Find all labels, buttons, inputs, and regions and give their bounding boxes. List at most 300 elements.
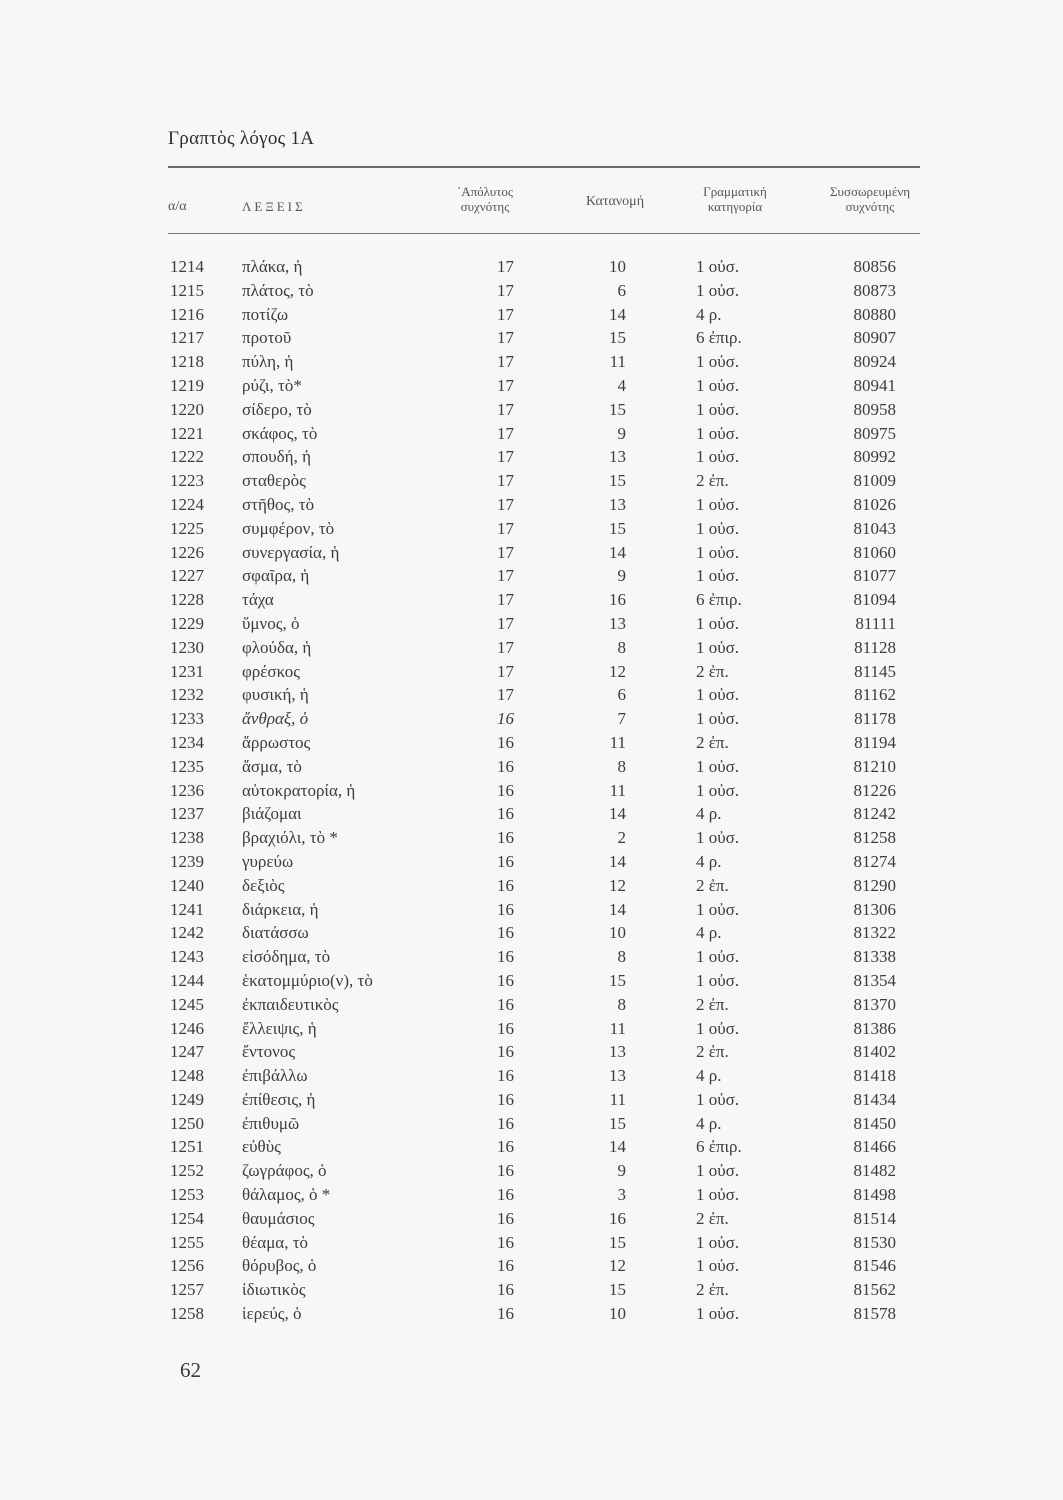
row-distribution: 15 <box>609 471 626 491</box>
row-cumulative-frequency: 81060 <box>853 542 896 562</box>
section-title: Γραπτὸς λόγος 1Α <box>168 128 315 149</box>
row-grammatical-category: 1 οὐσ. <box>696 899 740 919</box>
row-absolute-frequency: 17 <box>497 280 514 300</box>
row-number: 1232 <box>170 685 204 705</box>
row-cumulative-frequency: 80856 <box>853 257 896 276</box>
table-row <box>0 326 1063 350</box>
row-distribution: 10 <box>609 923 626 943</box>
header-top-rule <box>168 166 920 168</box>
row-number: 1224 <box>170 494 204 514</box>
row-distribution: 14 <box>609 851 626 871</box>
table-row <box>0 802 1063 826</box>
table-row <box>0 469 1063 493</box>
row-cumulative-frequency: 80958 <box>853 399 896 419</box>
row-absolute-frequency: 16 <box>497 1089 514 1109</box>
row-distribution: 9 <box>617 566 626 586</box>
header-cumulative-frequency-line2: συχνότης <box>845 199 895 214</box>
row-word: ποτίζω <box>242 304 289 324</box>
row-absolute-frequency: 17 <box>497 661 514 681</box>
row-cumulative-frequency: 81290 <box>853 875 896 895</box>
row-absolute-frequency: 16 <box>497 923 514 943</box>
row-grammatical-category: 4 ρ. <box>696 1113 722 1133</box>
row-absolute-frequency: 16 <box>497 851 514 871</box>
row-cumulative-frequency: 81242 <box>853 804 896 824</box>
row-number: 1216 <box>170 304 204 324</box>
row-grammatical-category: 2 ἐπ. <box>696 471 729 491</box>
row-distribution: 11 <box>609 1018 626 1038</box>
table-row <box>0 731 1063 755</box>
row-cumulative-frequency: 81498 <box>853 1185 896 1205</box>
table-row <box>0 612 1063 636</box>
row-distribution: 12 <box>609 875 626 895</box>
row-absolute-frequency: 16 <box>497 780 514 800</box>
row-word: ἔντονος <box>242 1042 296 1062</box>
row-number: 1257 <box>170 1280 204 1300</box>
table-row <box>0 1183 1063 1207</box>
row-absolute-frequency: 17 <box>497 685 514 705</box>
row-grammatical-category: 1 οὐσ. <box>696 566 740 586</box>
row-absolute-frequency: 16 <box>497 947 514 967</box>
row-word: διάρκεια, ἡ <box>242 899 319 919</box>
row-cumulative-frequency: 81128 <box>854 637 896 657</box>
row-cumulative-frequency: 81043 <box>853 518 896 538</box>
row-number: 1221 <box>170 423 204 443</box>
row-distribution: 4 <box>617 375 626 395</box>
row-grammatical-category: 1 οὐσ. <box>696 828 740 848</box>
table-row <box>0 279 1063 303</box>
row-word: βιάζομαι <box>242 804 302 824</box>
row-cumulative-frequency: 81111 <box>855 613 896 633</box>
row-distribution: 14 <box>609 899 626 919</box>
row-absolute-frequency: 16 <box>497 1208 514 1228</box>
table-row <box>0 517 1063 541</box>
row-absolute-frequency: 16 <box>497 732 514 752</box>
row-distribution: 14 <box>609 542 626 562</box>
row-number: 1227 <box>170 566 204 586</box>
row-absolute-frequency: 16 <box>497 1137 514 1157</box>
row-grammatical-category: 6 ἐπιρ. <box>696 1137 742 1157</box>
row-word: ἔλλειψις, ἡ <box>242 1018 317 1038</box>
row-number: 1235 <box>170 756 204 776</box>
row-cumulative-frequency: 81402 <box>853 1042 896 1062</box>
table-row <box>0 1088 1063 1112</box>
row-distribution: 11 <box>609 732 626 752</box>
row-cumulative-frequency: 81562 <box>853 1280 896 1300</box>
row-absolute-frequency: 17 <box>497 471 514 491</box>
row-grammatical-category: 2 ἐπ. <box>696 994 729 1014</box>
row-grammatical-category: 4 ρ. <box>696 851 722 871</box>
table-row <box>0 1064 1063 1088</box>
row-distribution: 16 <box>609 590 626 610</box>
table-row <box>0 850 1063 874</box>
row-number: 1218 <box>170 352 204 372</box>
row-word: τάχα <box>242 590 274 610</box>
row-cumulative-frequency: 80941 <box>853 375 896 395</box>
row-cumulative-frequency: 81226 <box>853 780 896 800</box>
row-distribution: 6 <box>617 280 626 300</box>
row-word: ἄσμα, τὸ <box>242 756 302 776</box>
row-word: πλάτος, τὸ <box>242 280 314 300</box>
header-absolute-frequency <box>430 184 540 214</box>
frequency-table <box>0 255 1063 1326</box>
table-row <box>0 1135 1063 1159</box>
row-cumulative-frequency: 81077 <box>853 566 896 586</box>
header-bottom-rule <box>168 233 920 234</box>
table-row <box>0 993 1063 1017</box>
row-grammatical-category: 4 ρ. <box>696 804 722 824</box>
row-cumulative-frequency: 81530 <box>853 1232 896 1252</box>
row-word: ζωγράφος, ὁ <box>242 1161 327 1181</box>
table-row <box>0 1040 1063 1064</box>
row-number: 1249 <box>170 1089 204 1109</box>
row-word: σκάφος, τὸ <box>242 423 318 443</box>
row-absolute-frequency: 16 <box>497 1113 514 1133</box>
row-absolute-frequency: 17 <box>497 494 514 514</box>
row-grammatical-category: 1 οὐσ. <box>696 494 740 514</box>
row-grammatical-category: 1 οὐσ. <box>696 280 740 300</box>
table-row <box>0 945 1063 969</box>
row-cumulative-frequency: 81274 <box>853 851 896 871</box>
header-grammatical-category <box>680 184 790 214</box>
row-number: 1240 <box>170 875 204 895</box>
row-number: 1229 <box>170 613 204 633</box>
row-grammatical-category: 2 ἐπ. <box>696 1280 729 1300</box>
row-cumulative-frequency: 81162 <box>854 685 896 705</box>
row-grammatical-category: 1 οὐσ. <box>696 1256 740 1276</box>
row-number: 1246 <box>170 1018 204 1038</box>
row-word: φλούδα, ἡ <box>242 637 312 657</box>
row-cumulative-frequency: 81354 <box>853 970 896 990</box>
row-distribution: 14 <box>609 304 626 324</box>
row-number: 1219 <box>170 375 204 395</box>
row-cumulative-frequency: 81386 <box>853 1018 896 1038</box>
row-distribution: 12 <box>609 661 626 681</box>
row-grammatical-category: 1 οὐσ. <box>696 685 740 705</box>
row-grammatical-category: 1 οὐσ. <box>696 1304 740 1324</box>
table-row <box>0 874 1063 898</box>
row-distribution: 10 <box>609 257 626 276</box>
row-absolute-frequency: 16 <box>497 756 514 776</box>
row-distribution: 15 <box>609 1113 626 1133</box>
row-distribution: 13 <box>609 494 626 514</box>
row-cumulative-frequency: 81338 <box>853 947 896 967</box>
row-cumulative-frequency: 81210 <box>853 756 896 776</box>
row-grammatical-category: 1 οὐσ. <box>696 947 740 967</box>
row-cumulative-frequency: 80924 <box>853 352 896 372</box>
row-word: πύλη, ἡ <box>242 352 294 372</box>
row-grammatical-category: 1 οὐσ. <box>696 518 740 538</box>
header-words: ΛΕΞΕΙΣ <box>242 199 306 214</box>
row-word: πλάκα, ἡ <box>242 257 303 276</box>
row-number: 1254 <box>170 1208 204 1228</box>
row-word: θέαμα, τὸ <box>242 1232 309 1252</box>
row-grammatical-category: 1 οὐσ. <box>696 1185 740 1205</box>
row-word: ἐπιθυμῶ <box>242 1113 300 1133</box>
row-cumulative-frequency: 81009 <box>853 471 896 491</box>
table-row <box>0 493 1063 517</box>
table-row <box>0 826 1063 850</box>
row-word: γυρεύω <box>242 851 294 871</box>
row-absolute-frequency: 17 <box>497 399 514 419</box>
table-row <box>0 1112 1063 1136</box>
row-word: αὐτοκρατορία, ἡ <box>242 780 356 800</box>
row-distribution: 16 <box>609 1208 626 1228</box>
row-cumulative-frequency: 80907 <box>853 328 896 348</box>
row-absolute-frequency: 16 <box>497 1304 514 1324</box>
table-row <box>0 398 1063 422</box>
row-absolute-frequency: 16 <box>497 1161 514 1181</box>
table-row <box>0 660 1063 684</box>
row-distribution: 8 <box>617 756 626 776</box>
row-grammatical-category: 1 οὐσ. <box>696 1161 740 1181</box>
row-absolute-frequency: 17 <box>497 590 514 610</box>
row-word: σπουδή, ἡ <box>242 447 311 467</box>
table-row <box>0 541 1063 565</box>
row-word: ὕμνος, ὁ <box>242 613 300 633</box>
row-distribution: 7 <box>617 709 626 729</box>
table-row <box>0 1159 1063 1183</box>
row-distribution: 8 <box>617 637 626 657</box>
table-row <box>0 921 1063 945</box>
row-distribution: 15 <box>609 970 626 990</box>
row-word: σφαῖρα, ἡ <box>242 566 310 586</box>
row-absolute-frequency: 17 <box>497 566 514 586</box>
row-distribution: 13 <box>609 447 626 467</box>
row-word: ἐπίθεσις, ἡ <box>242 1089 316 1109</box>
row-word: ἐκπαιδευτικὸς <box>242 994 339 1014</box>
row-grammatical-category: 1 οὐσ. <box>696 399 740 419</box>
row-grammatical-category: 1 οὐσ. <box>696 1089 740 1109</box>
table-row <box>0 303 1063 327</box>
table-row <box>0 1231 1063 1255</box>
row-word: βραχιόλι, τὸ * <box>242 828 338 848</box>
row-distribution: 11 <box>609 1089 626 1109</box>
row-absolute-frequency: 16 <box>497 709 514 729</box>
row-cumulative-frequency: 81578 <box>853 1304 896 1324</box>
table-row <box>0 707 1063 731</box>
row-word: συνεργασία, ἡ <box>242 542 340 562</box>
row-grammatical-category: 1 οὐσ. <box>696 447 740 467</box>
row-word: προτοῦ <box>242 328 292 348</box>
table-row <box>0 1302 1063 1326</box>
table-row <box>0 255 1063 279</box>
row-grammatical-category: 1 οὐσ. <box>696 637 740 657</box>
row-grammatical-category: 1 οὐσ. <box>696 1232 740 1252</box>
row-grammatical-category: 2 ἐπ. <box>696 1042 729 1062</box>
row-cumulative-frequency: 81306 <box>853 899 896 919</box>
row-cumulative-frequency: 80873 <box>853 280 896 300</box>
row-distribution: 3 <box>617 1185 626 1205</box>
row-word: ἱερεύς, ὁ <box>242 1304 302 1324</box>
page-number: 62 <box>180 1358 201 1382</box>
row-number: 1238 <box>170 828 204 848</box>
table-row <box>0 445 1063 469</box>
table-row <box>0 1278 1063 1302</box>
row-grammatical-category: 1 οὐσ. <box>696 709 740 729</box>
row-word: σίδερο, τὸ <box>242 399 312 419</box>
row-distribution: 13 <box>609 1066 626 1086</box>
row-grammatical-category: 4 ρ. <box>696 304 722 324</box>
row-number: 1245 <box>170 994 204 1014</box>
row-number: 1244 <box>170 970 204 990</box>
row-number: 1236 <box>170 780 204 800</box>
row-cumulative-frequency: 81482 <box>853 1161 896 1181</box>
row-number: 1217 <box>170 328 204 348</box>
row-number: 1248 <box>170 1066 204 1086</box>
row-number: 1222 <box>170 447 204 467</box>
row-cumulative-frequency: 81026 <box>853 494 896 514</box>
row-cumulative-frequency: 81434 <box>853 1089 896 1109</box>
row-cumulative-frequency: 81370 <box>853 994 896 1014</box>
row-cumulative-frequency: 81145 <box>854 661 896 681</box>
table-row <box>0 969 1063 993</box>
row-absolute-frequency: 16 <box>497 828 514 848</box>
table-row <box>0 1254 1063 1278</box>
row-word: διατάσσω <box>242 923 309 943</box>
row-cumulative-frequency: 81514 <box>853 1208 896 1228</box>
row-word: θαυμάσιος <box>242 1208 315 1228</box>
row-cumulative-frequency: 81258 <box>853 828 896 848</box>
row-grammatical-category: 1 οὐσ. <box>696 423 740 443</box>
table-row <box>0 779 1063 803</box>
row-word: στῆθος, τὸ <box>242 494 315 514</box>
row-absolute-frequency: 17 <box>497 613 514 633</box>
row-absolute-frequency: 16 <box>497 899 514 919</box>
row-distribution: 6 <box>617 685 626 705</box>
row-distribution: 8 <box>617 994 626 1014</box>
row-number: 1250 <box>170 1113 204 1133</box>
row-word: φρέσκος <box>242 661 301 681</box>
row-cumulative-frequency: 81094 <box>853 590 896 610</box>
row-word: ρύζι, τὸ* <box>242 375 302 395</box>
row-absolute-frequency: 17 <box>497 375 514 395</box>
row-cumulative-frequency: 81418 <box>853 1066 896 1086</box>
row-number: 1258 <box>170 1304 204 1324</box>
table-row <box>0 374 1063 398</box>
row-distribution: 15 <box>609 399 626 419</box>
row-absolute-frequency: 17 <box>497 542 514 562</box>
row-distribution: 11 <box>609 352 626 372</box>
table-row <box>0 636 1063 660</box>
row-distribution: 9 <box>617 423 626 443</box>
row-number: 1242 <box>170 923 204 943</box>
row-distribution: 15 <box>609 328 626 348</box>
row-word: ἄνθραξ, ὁ <box>242 709 309 729</box>
row-number: 1241 <box>170 899 204 919</box>
row-absolute-frequency: 17 <box>497 257 514 276</box>
row-grammatical-category: 2 ἐπ. <box>696 875 729 895</box>
row-grammatical-category: 1 οὐσ. <box>696 375 740 395</box>
row-word: ἑκατομμύριο(ν), τὸ <box>242 970 373 990</box>
row-word: θόρυβος, ὁ <box>242 1256 317 1276</box>
row-absolute-frequency: 16 <box>497 994 514 1014</box>
row-absolute-frequency: 16 <box>497 1232 514 1252</box>
row-cumulative-frequency: 80975 <box>853 423 896 443</box>
row-grammatical-category: 1 οὐσ. <box>696 257 740 276</box>
table-row <box>0 755 1063 779</box>
row-absolute-frequency: 17 <box>497 423 514 443</box>
row-number: 1237 <box>170 804 204 824</box>
header-grammatical-category-line2: κατηγορία <box>707 199 763 214</box>
row-absolute-frequency: 17 <box>497 352 514 372</box>
row-number: 1255 <box>170 1232 204 1252</box>
row-word: συμφέρον, τὸ <box>242 518 335 538</box>
row-absolute-frequency: 16 <box>497 1066 514 1086</box>
row-word: εὐθὺς <box>242 1137 281 1157</box>
table-row <box>0 588 1063 612</box>
row-grammatical-category: 1 οὐσ. <box>696 613 740 633</box>
header-absolute-frequency-line2: συχνότης <box>460 199 510 214</box>
table-row <box>0 564 1063 588</box>
table-row <box>0 1207 1063 1231</box>
row-distribution: 2 <box>617 828 626 848</box>
row-number: 1231 <box>170 661 204 681</box>
row-cumulative-frequency: 81450 <box>853 1113 896 1133</box>
row-absolute-frequency: 17 <box>497 637 514 657</box>
table-row <box>0 1017 1063 1041</box>
header-aa: α/α <box>168 199 187 214</box>
row-number: 1215 <box>170 280 204 300</box>
row-distribution: 13 <box>609 613 626 633</box>
row-grammatical-category: 2 ἐπ. <box>696 1208 729 1228</box>
row-grammatical-category: 1 οὐσ. <box>696 352 740 372</box>
row-grammatical-category: 1 οὐσ. <box>696 780 740 800</box>
row-grammatical-category: 1 οὐσ. <box>696 756 740 776</box>
row-absolute-frequency: 16 <box>497 875 514 895</box>
row-grammatical-category: 2 ἐπ. <box>696 732 729 752</box>
row-grammatical-category: 6 ἐπιρ. <box>696 590 742 610</box>
row-grammatical-category: 4 ρ. <box>696 1066 722 1086</box>
row-grammatical-category: 2 ἐπ. <box>696 661 729 681</box>
table-row <box>0 898 1063 922</box>
row-distribution: 13 <box>609 1042 626 1062</box>
header-grammatical-category-line1: Γραμματική <box>703 184 767 199</box>
row-grammatical-category: 6 ἐπιρ. <box>696 328 742 348</box>
row-cumulative-frequency: 81546 <box>853 1256 896 1276</box>
row-number: 1220 <box>170 399 204 419</box>
row-distribution: 11 <box>609 780 626 800</box>
row-number: 1230 <box>170 637 204 657</box>
row-number: 1233 <box>170 709 204 729</box>
row-distribution: 15 <box>609 1280 626 1300</box>
row-number: 1239 <box>170 851 204 871</box>
row-word: θάλαμος, ὁ * <box>242 1185 331 1205</box>
table-row <box>0 422 1063 446</box>
row-word: εἰσόδημα, τὸ <box>242 947 331 967</box>
row-number: 1226 <box>170 542 204 562</box>
row-number: 1225 <box>170 518 204 538</box>
row-number: 1214 <box>170 257 204 276</box>
row-absolute-frequency: 16 <box>497 1185 514 1205</box>
row-absolute-frequency: 16 <box>497 1256 514 1276</box>
row-absolute-frequency: 16 <box>497 804 514 824</box>
row-number: 1253 <box>170 1185 204 1205</box>
row-word: ἐπιβάλλω <box>242 1066 308 1086</box>
row-absolute-frequency: 16 <box>497 1280 514 1300</box>
row-number: 1234 <box>170 732 204 752</box>
row-word: φυσική, ἡ <box>242 685 309 705</box>
row-grammatical-category: 1 οὐσ. <box>696 542 740 562</box>
row-word: ἄρρωστος <box>242 732 311 752</box>
row-absolute-frequency: 16 <box>497 1042 514 1062</box>
row-distribution: 15 <box>609 518 626 538</box>
row-number: 1251 <box>170 1137 204 1157</box>
row-cumulative-frequency: 81322 <box>853 923 896 943</box>
row-absolute-frequency: 17 <box>497 328 514 348</box>
row-grammatical-category: 1 οὐσ. <box>696 1018 740 1038</box>
row-number: 1228 <box>170 590 204 610</box>
row-cumulative-frequency: 80992 <box>853 447 896 467</box>
